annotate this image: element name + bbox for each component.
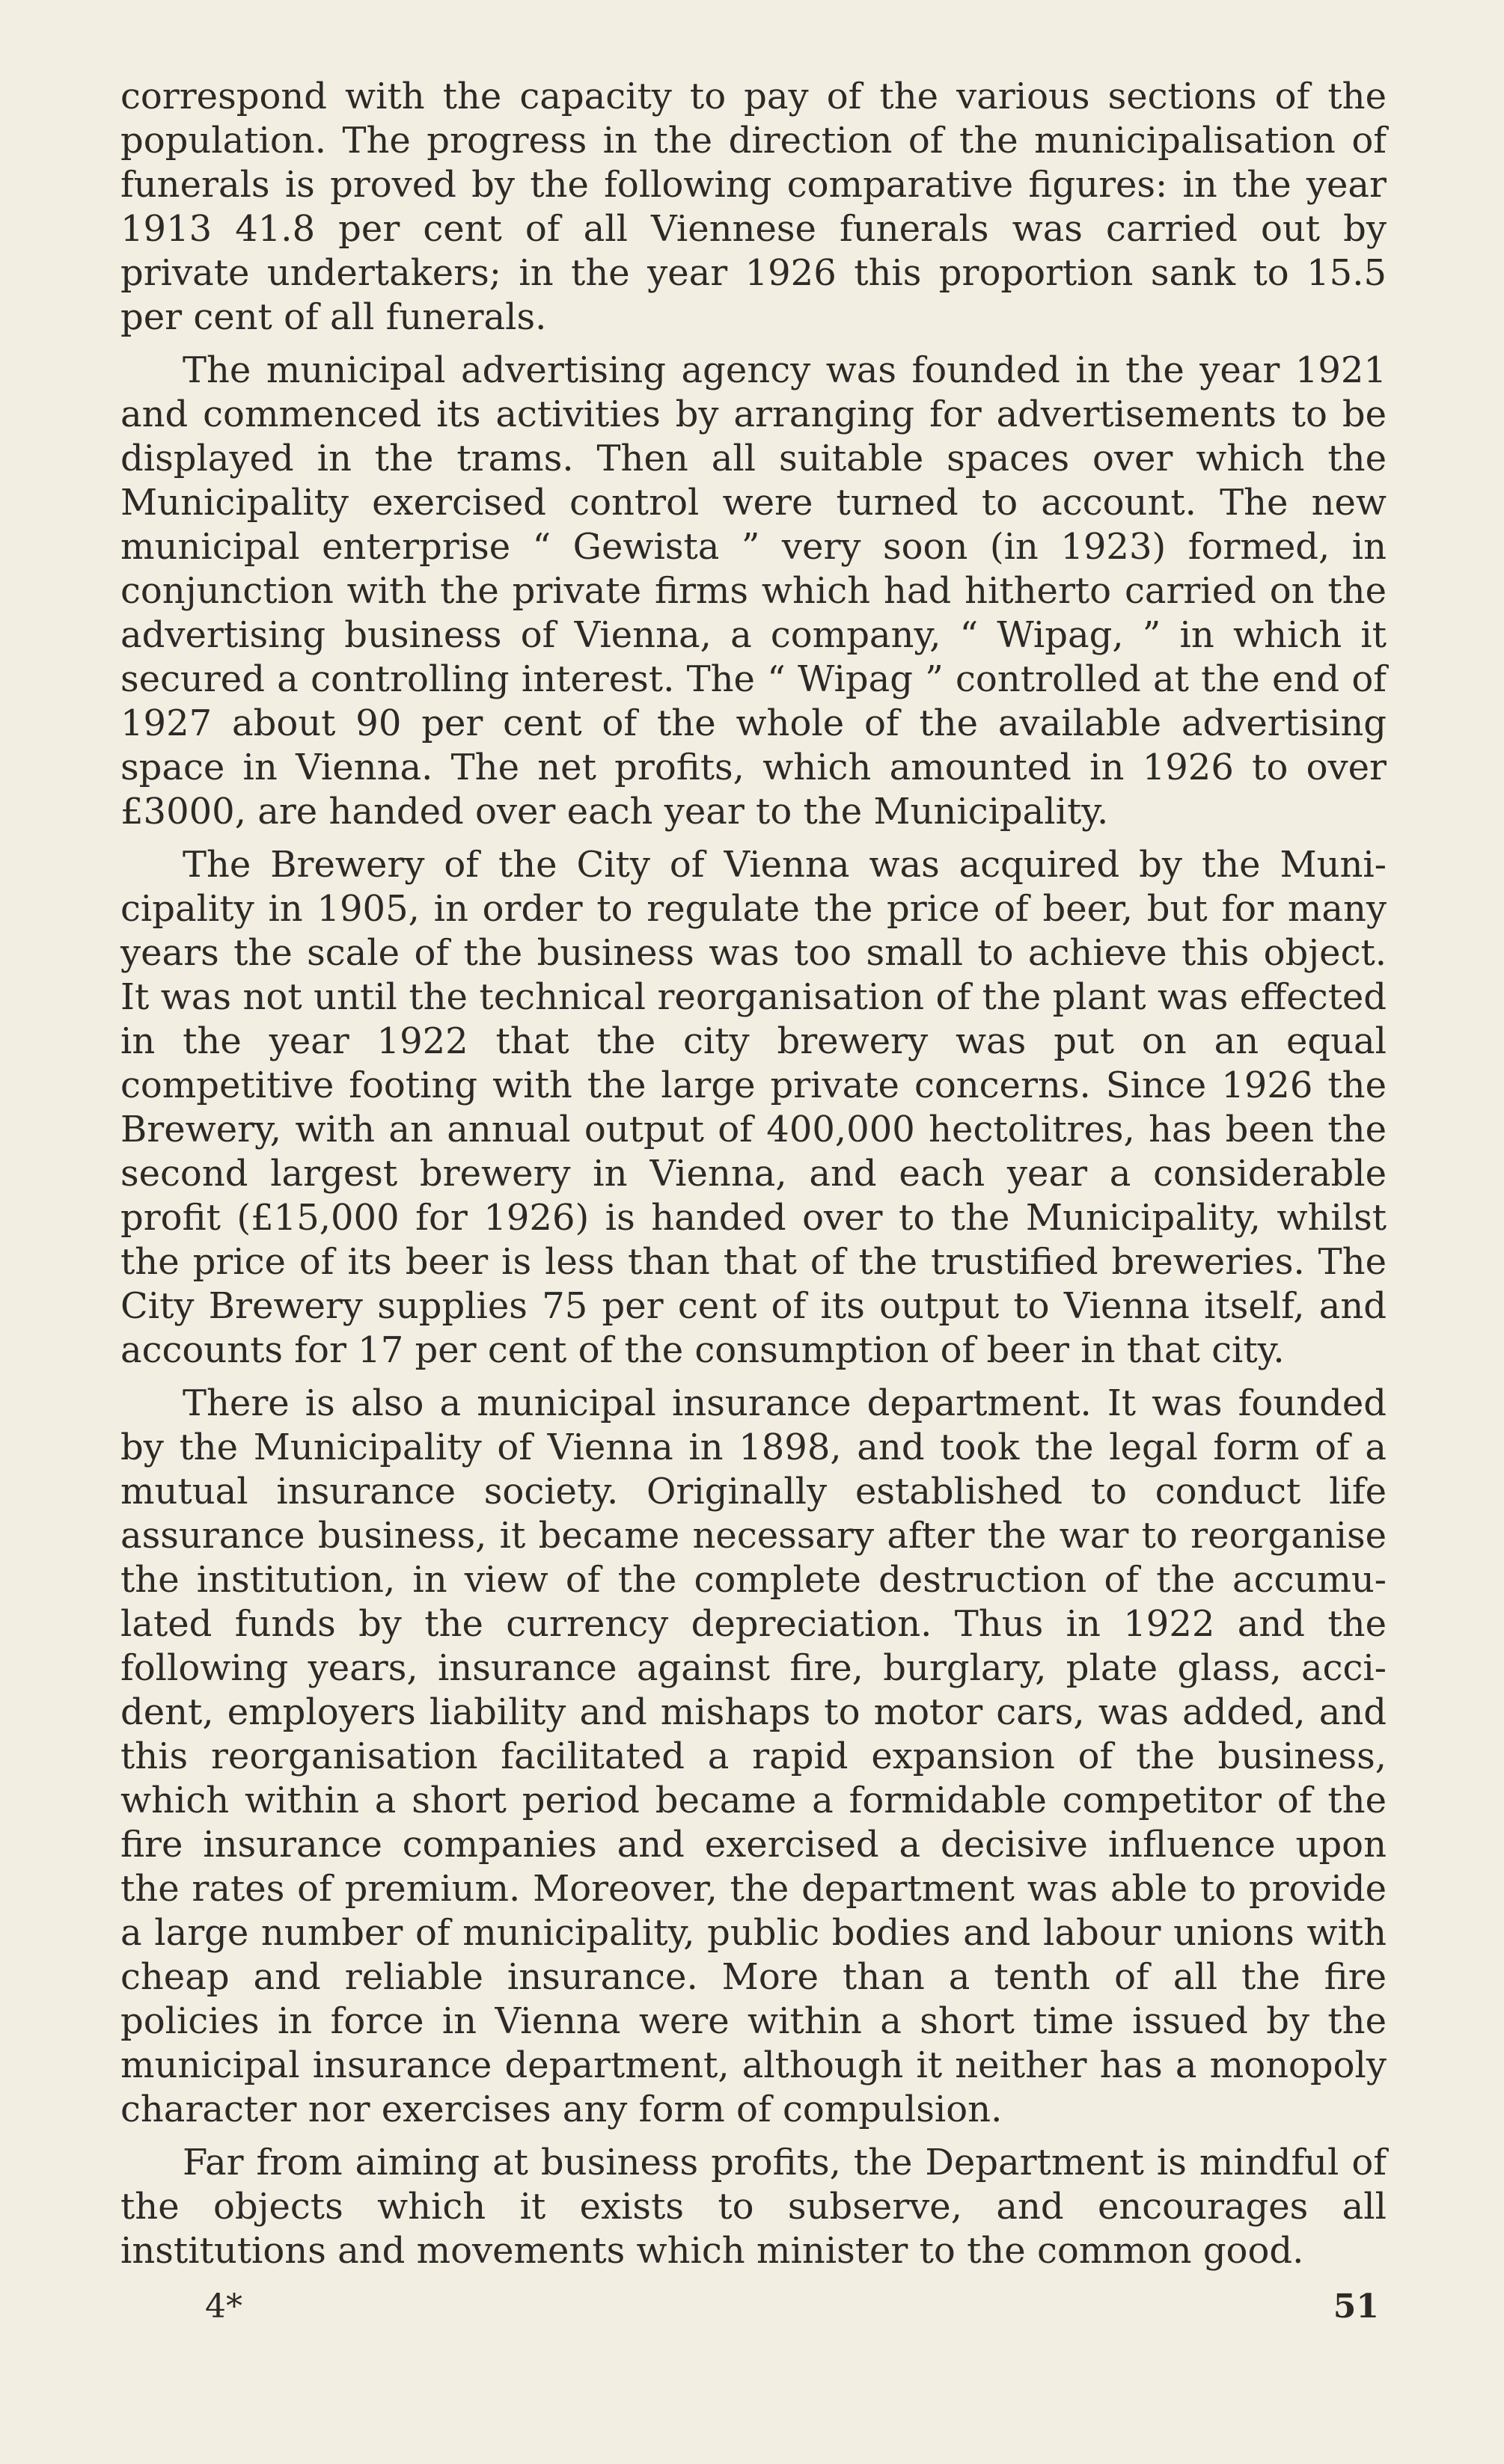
body-text bbox=[120, 75, 1387, 2282]
page-footer bbox=[120, 2287, 1387, 2332]
paragraph-brewery: The Brewery of the City of Vienna was acquired by the Municipality in 1905, in order to regulate the price of beer, but for many years the scale of the business was too small to achieve this object. It was not until the technical reorganisation of the plant was effected in the year 1922 that the city brewery was put on an equal competitive footing with the large private concerns. Since 1926 the Brewery, with an annual output of 400,000 hectolitres, has been the second largest brewery in Vienna, and each year a considerable profit (£15,000 for 1926) is handed over to the Municipality, whilst the price of its beer is less than that of the trustified breweries. The City Brewery supplies 75 per cent of its output to Vienna itself, and accounts for 17 per cent of the consumption of beer in that city. bbox=[120, 844, 1387, 1371]
page-number: 51 bbox=[1333, 2287, 1379, 2326]
paragraph-advertising: The municipal advertising agency was founded in the year 1921 and commenced its activities by arranging for advertisements to be displayed in the trams. Then all suitable spaces over which the Municipality exercised control were turned to account. The new municipal enterprise “ Gewista ” very soon (in 1923) formed, in conjunction with the private firms which had hitherto carried on the advertising business of Vienna, a company, “ Wipag, ” in which it secured a controlling interest. The “ Wipag ” controlled at the end of 1927 about 90 per cent of the whole of the available advertising space in Vienna. The net profits, which amounted in 1926 to over £3000, are handed over each year to the Municipality. bbox=[120, 349, 1387, 833]
signature-mark: 4* bbox=[205, 2287, 242, 2326]
paragraph-insurance: There is also a municipal insurance department. It was founded by the Municipality of Vienna in 1898, and took the legal form of a mutual insurance society. Originally established to conduct life assurance business, it became necessary after the war to reorganise the institution, in view of the complete destruction of the accumulated funds by the currency depreciation. Thus in 1922 and the following years, insurance against fire, burglary, plate glass, accident, employers liability and mishaps to motor cars, was added, and this reorganisation facilitated a rapid expansion of the business, which within a short period became a formidable competitor of the fire insurance companies and exercised a decisive influence upon the rates of premium. Moreover, the department was able to provide a large number of municipality, public bodies and labour unions with cheap and reliable insurance. More than a tenth of all the fire policies in force in Vienna were within a short time issued by the municipal insurance department, although it neither has a monopoly character nor exercises any form of compulsion. bbox=[120, 1382, 1387, 2130]
paragraph-funerals: correspond with the capacity to pay of the various sections of the population. The progress in the direction of the municipalisation of funerals is proved by the following comparative figures: in the year 1913 41.8 per cent of all Viennese funerals was carried out by private undertakers; in the year 1926 this proportion sank to 15.5 per cent of all funerals. bbox=[120, 76, 1387, 338]
paragraph-department: Far from aiming at business profits, the Department is mindful of the objects which it exists to subserve, and encourages all institutions and movements which minister to the common good. bbox=[120, 2142, 1387, 2272]
